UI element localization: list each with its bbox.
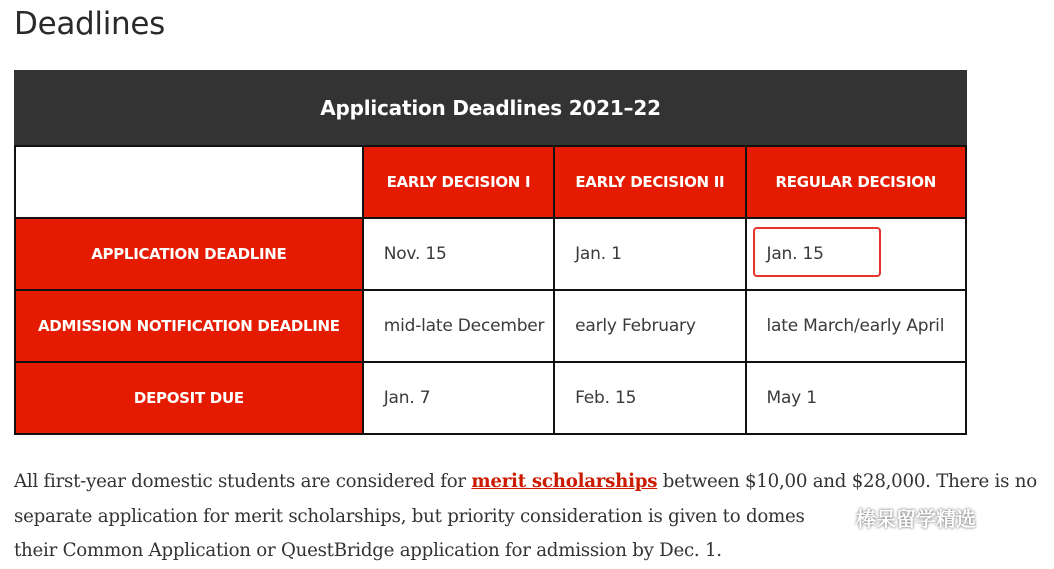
merit-scholarships-link[interactable]: merit scholarships: [471, 471, 658, 492]
table-header-row: [15, 146, 966, 218]
table-row: [15, 218, 966, 290]
wechat-icon: [820, 505, 850, 531]
paragraph-line-1: [14, 465, 1054, 500]
table-row: [15, 362, 966, 434]
table-cell: Jan. 7: [363, 362, 554, 434]
table-cell: Nov. 15: [363, 218, 554, 290]
row-header-deposit-due: DEPOSIT DUE: [15, 362, 363, 434]
column-header-early-decision-2: EARLY DECISION II: [554, 146, 745, 218]
table-cell: Jan. 1: [554, 218, 745, 290]
table-cell: early February: [554, 290, 745, 362]
row-header-application-deadline: APPLICATION DEADLINE: [15, 218, 363, 290]
table-cell: mid-late December: [363, 290, 554, 362]
table-cell-highlighted: [746, 218, 967, 290]
table-cell-value: Jan. 15: [766, 244, 824, 264]
watermark: [820, 503, 976, 532]
deadlines-table: [14, 70, 967, 435]
paragraph-line-2: separate application for merit scholarships, but priority consideration is given to domes: [14, 505, 805, 527]
table-cell: Feb. 15: [554, 362, 745, 434]
paragraph-line-3: their Common Application or QuestBridge application for admission by Dec. 1.: [14, 540, 722, 561]
table-caption: Application Deadlines 2021–22: [14, 70, 967, 145]
table-row: [15, 290, 966, 362]
deadlines-grid: [14, 145, 967, 435]
watermark-text: 棒呆留学精选: [856, 507, 976, 531]
paragraph-text: between $10,00 and $28,000. There is no: [657, 471, 1037, 492]
row-header-admission-notification: ADMISSION NOTIFICATION DEADLINE: [15, 290, 363, 362]
header-corner-cell: [15, 146, 363, 218]
page-heading: Deadlines: [14, 6, 166, 42]
column-header-early-decision-1: EARLY DECISION I: [363, 146, 554, 218]
column-header-regular-decision: REGULAR DECISION: [746, 146, 967, 218]
table-cell: May 1: [746, 362, 967, 434]
paragraph-text: All first-year domestic students are considered for: [14, 471, 472, 492]
table-cell: late March/early April: [746, 290, 967, 362]
